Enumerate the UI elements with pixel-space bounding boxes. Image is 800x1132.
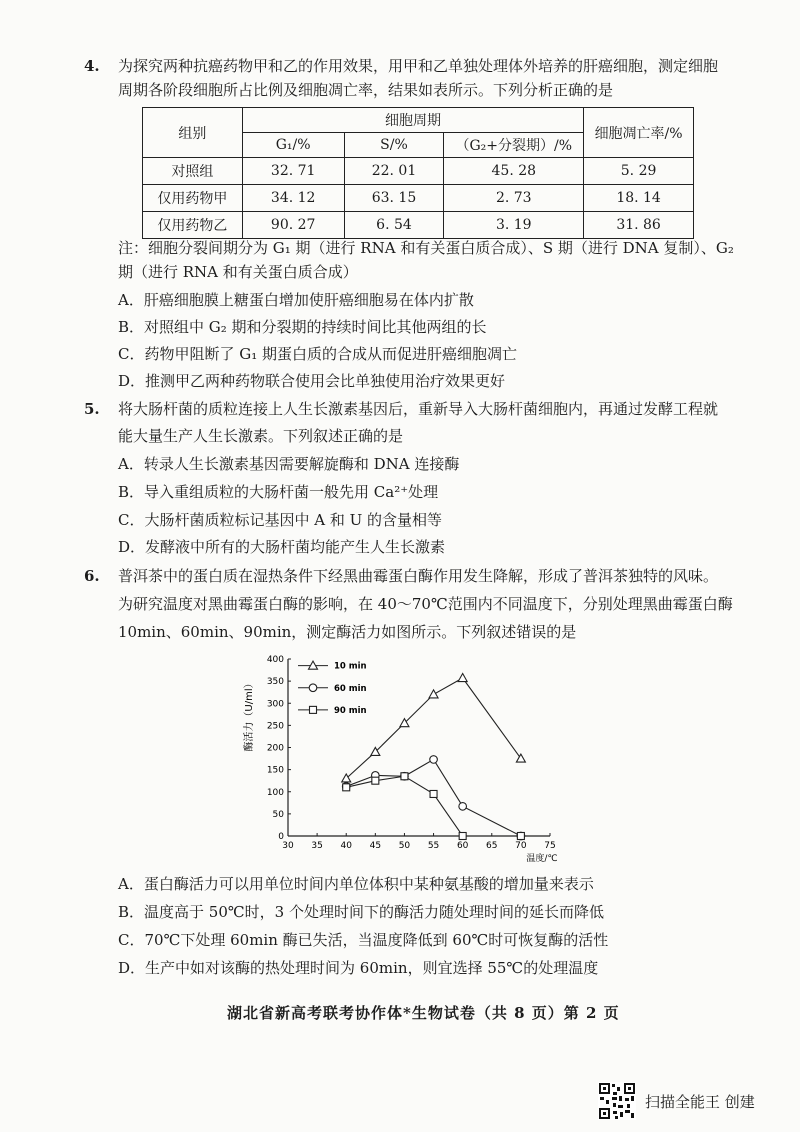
- data-point-circle: [430, 756, 438, 764]
- enzyme-activity-chart: [240, 645, 580, 867]
- table-row: [143, 185, 694, 212]
- question-5-stem-line-1: 将大肠杆菌的质粒连接上人生长激素基因后，重新导入大肠杆菌细胞内，再通过发酵工程就: [118, 400, 719, 418]
- x-tick-label: 30: [282, 841, 294, 851]
- table-cell: 仅用药物甲: [143, 185, 243, 212]
- data-point-square: [343, 784, 350, 791]
- x-tick-label: 65: [486, 841, 498, 851]
- question-4-stem-line-1: 为探究两种抗癌药物甲和乙的作用效果，用甲和乙单独处理体外培养的肝癌细胞，测定细胞: [118, 57, 719, 75]
- question-4-option-a: A．肝癌细胞膜上糖蛋白增加使肝癌细胞易在体内扩散: [118, 291, 474, 309]
- y-tick-label: 150: [266, 765, 284, 776]
- cell-cycle-table: [142, 107, 694, 239]
- table-row: [143, 158, 694, 185]
- chart-legend: [298, 661, 367, 716]
- question-6-number: 6.: [84, 567, 100, 585]
- question-6-option-d: D．生产中如对该酶的热处理时间为 60min，则宜选择 55℃的处理温度: [118, 959, 599, 977]
- table-cell: 3. 19: [444, 212, 584, 239]
- chart-axes: [288, 659, 550, 836]
- y-tick-label: 400: [266, 655, 284, 665]
- table-header-g2m: （G₂+分裂期）/%: [444, 133, 584, 158]
- data-point-square: [430, 790, 437, 797]
- table-cell: 32. 71: [242, 158, 344, 185]
- y-tick-label: 250: [266, 721, 284, 732]
- table-row: [143, 212, 694, 239]
- legend-label: 60 min: [334, 683, 367, 694]
- data-point-triangle: [516, 754, 525, 762]
- chart-y-label: 酶活力（U/ml）: [244, 678, 255, 752]
- question-4-stem-line-2: 周期各阶段细胞所占比例及细胞凋亡率，结果如表所示。下列分析正确的是: [118, 81, 614, 99]
- legend-marker-square: [310, 706, 317, 713]
- table-cell: 45. 28: [444, 158, 584, 185]
- question-6-stem-line-2: 为研究温度对黑曲霉蛋白酶的影响，在 40～70℃范围内不同温度下，分别处理黑曲霉蛋白酶: [118, 595, 733, 613]
- page-footer: 湖北省新高考联考协作体*生物试卷（共 8 页）第 2 页: [227, 1004, 620, 1022]
- series-line-3: [346, 776, 521, 836]
- y-tick-label: 0: [278, 832, 284, 842]
- table-header-g1: G₁/%: [242, 133, 344, 158]
- table-cell: 31. 86: [584, 212, 694, 239]
- question-5-number: 5.: [84, 400, 100, 418]
- chart-markers: [342, 674, 526, 840]
- question-6-option-a: A．蛋白酶活力可以用单位时间内单位体积中某种氨基酸的增加量来表示: [118, 875, 594, 893]
- question-4-note-line-2: 期（进行 RNA 和有关蛋白质合成）: [118, 263, 358, 281]
- qr-code-icon: [598, 1082, 636, 1120]
- table-cell: 22. 01: [344, 158, 444, 185]
- question-6-option-c: C．70℃下处理 60min 酶已失活，当温度降低到 60℃时可恢复酶的活性: [118, 931, 609, 949]
- data-point-square: [517, 833, 524, 840]
- chart-x-label: 温度/℃: [526, 854, 558, 864]
- question-6-option-b: B．温度高于 50℃时，3 个处理时间下的酶活力随处理时间的延长而降低: [118, 903, 604, 921]
- question-6-stem-line-1: 普洱茶中的蛋白质在湿热条件下经黑曲霉蛋白酶作用发生降解，形成了普洱茶独特的风味。: [118, 567, 719, 585]
- question-5-stem-line-2: 能大量生产人生长激素。下列叙述正确的是: [118, 427, 404, 445]
- table-cell: 5. 29: [584, 158, 694, 185]
- question-4-option-d: D．推测甲乙两种药物联合使用会比单独使用治疗效果更好: [118, 372, 506, 390]
- y-tick-label: 100: [266, 787, 284, 798]
- table-cell: 63. 15: [344, 185, 444, 212]
- x-tick-label: 55: [427, 841, 440, 851]
- table-cell: 34. 12: [242, 185, 344, 212]
- question-5-option-c: C．大肠杆菌质粒标记基因中 A 和 U 的含量相等: [118, 511, 443, 529]
- table-header-cycle: 细胞周期: [242, 108, 583, 133]
- question-4-option-c: C．药物甲阻断了 G₁ 期蛋白质的合成从而促进肝癌细胞凋亡: [118, 345, 518, 363]
- question-5-option-a: A．转录人生长激素基因需要解旋酶和 DNA 连接酶: [118, 455, 460, 473]
- table-header-s: S/%: [344, 133, 444, 158]
- x-tick-label: 60: [456, 841, 469, 851]
- data-point-square: [459, 833, 466, 840]
- x-tick-label: 35: [311, 841, 323, 851]
- y-tick-label: 300: [266, 699, 284, 710]
- table-header-group: 组别: [143, 108, 243, 158]
- question-5-option-b: B．导入重组质粒的大肠杆菌一般先用 Ca²⁺处理: [118, 483, 439, 501]
- table-cell: 18. 14: [584, 185, 694, 212]
- y-tick-label: 200: [266, 743, 284, 754]
- table-cell: 90. 27: [242, 212, 344, 239]
- y-tick-label: 50: [272, 809, 284, 820]
- x-tick-label: 45: [369, 841, 382, 851]
- legend-marker-circle: [309, 684, 317, 692]
- table-cell: 仅用药物乙: [143, 212, 243, 239]
- chart-ticks: [267, 655, 556, 851]
- table-header-apoptosis: 细胞凋亡率/%: [584, 108, 694, 158]
- y-tick-label: 350: [266, 677, 284, 688]
- question-6-stem-line-3: 10min、60min、90min，测定酶活力如图所示。下列叙述错误的是: [118, 623, 577, 641]
- data-point-circle: [459, 803, 467, 811]
- legend-label: 90 min: [334, 705, 367, 716]
- data-point-square: [401, 773, 408, 780]
- x-tick-label: 50: [398, 841, 411, 851]
- x-tick-label: 75: [544, 841, 556, 851]
- x-tick-label: 40: [340, 841, 352, 851]
- question-4-option-b: B．对照组中 G₂ 期和分裂期的持续时间比其他两组的长: [118, 318, 487, 336]
- question-5-option-d: D．发酵液中所有的大肠杆菌均能产生人生长激素: [118, 538, 446, 556]
- data-point-triangle: [458, 674, 467, 682]
- x-tick-label: 70: [515, 841, 527, 851]
- table-cell: 2. 73: [444, 185, 584, 212]
- table-cell: 对照组: [143, 158, 243, 185]
- question-4-note-line-1: 注：细胞分裂间期分为 G₁ 期（进行 RNA 和有关蛋白质合成）、S 期（进行 DNA 复制）、G₂: [118, 239, 734, 257]
- data-point-square: [372, 777, 379, 784]
- question-4-number: 4.: [84, 57, 100, 75]
- scanner-watermark-text: 扫描全能王 创建: [645, 1093, 755, 1111]
- legend-label: 10 min: [334, 661, 367, 672]
- data-point-triangle: [429, 690, 438, 698]
- table-cell: 6. 54: [344, 212, 444, 239]
